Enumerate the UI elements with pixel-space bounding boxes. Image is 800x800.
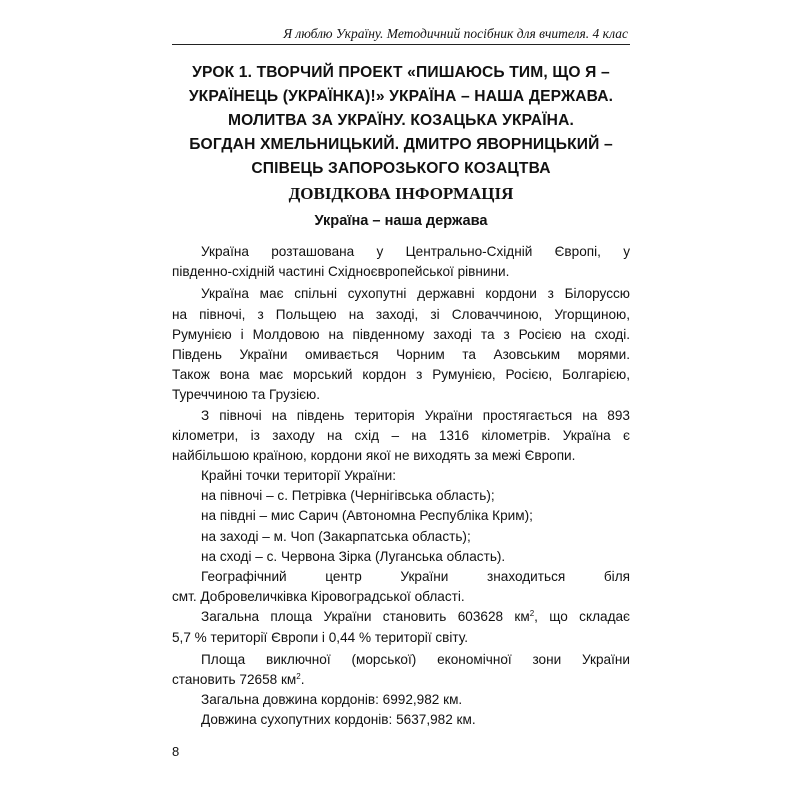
paragraph-line: [172, 670, 630, 690]
paragraph-line: Загальна довжина кордонів: 6992,982 км.: [201, 692, 463, 708]
zone-text: становить 72658 км: [172, 671, 297, 687]
paragraph-line: [172, 607, 630, 627]
lesson-title-line: УРОК 1. ТВОРЧИЙ ПРОЕКТ «ПИШАЮСЬ ТИМ, ЩО Я –: [192, 64, 610, 81]
list-item: на півдні – мис Сарич (Автономна Республіка Крим);: [201, 508, 533, 524]
document-page: [172, 26, 630, 774]
paragraph-line: кілометри, із заходу на схід – на 1316 кілометрів. Україна є: [172, 427, 630, 443]
lesson-title: [172, 61, 630, 181]
section-heading: ДОВІДКОВА ІНФОРМАЦІЯ: [288, 184, 514, 203]
body-text: [172, 242, 630, 731]
paragraph-line: З півночі на південь територія України простягається на 893: [201, 407, 630, 423]
superscript: 2: [529, 609, 535, 619]
list-item: на сході – с. Червона Зірка (Луганська область).: [201, 548, 506, 564]
running-header: Я люблю Україну. Методичний посібник для вчителя. 4 клас: [283, 26, 628, 41]
paragraph-line: Україна розташована у Центрально-Східній Європі, у: [201, 244, 630, 259]
paragraph-line: на півночі, з Польщею на заході, зі Словаччиною, Угорщиною,: [172, 306, 630, 322]
zone-text-end: .: [300, 671, 305, 687]
paragraph-line: Географічний центр України знаходиться біля: [201, 569, 630, 584]
area-text: Загальна площа України становить 603628 км: [201, 609, 530, 625]
list-item: на заході – м. Чоп (Закарпатська область);: [201, 528, 471, 544]
paragraph-line: Крайні точки території України:: [201, 468, 396, 484]
paragraph-line: Також вона має морський кордон з Румунією, Росією, Болгарією,: [172, 367, 630, 383]
paragraph-line: смт. Добровеличківка Кіровоградської області.: [172, 589, 465, 605]
lesson-title-line: БОГДАН ХМЕЛЬНИЦЬКИЙ. ДМИТРО ЯВОРНИЦЬКИЙ –: [189, 136, 613, 153]
paragraph-line: Туреччиною та Грузією.: [172, 387, 321, 403]
list-item: на півночі – с. Петрівка (Чернігівська область);: [201, 488, 495, 504]
page-number: 8: [172, 744, 180, 759]
area-text-cont: , що складає: [534, 609, 630, 625]
paragraph-line: Площа виключної (морської) економічної зони України: [201, 651, 630, 667]
paragraph-line: 5,7 % території Європи і 0,44 % території світу.: [172, 629, 469, 645]
lesson-title-line: УКРАЇНЕЦЬ (УКРАЇНКА)!» УКРАЇНА – НАША ДЕРЖАВА.: [188, 88, 614, 105]
paragraph-line: найбільшою країною, кордони якої не виходять за межі Європи.: [172, 447, 576, 463]
paragraph-line: Румунією і Молдовою на південному заході та з Росією на сході.: [172, 326, 630, 342]
superscript: 2: [296, 671, 301, 681]
paragraph-line: південно-східній частині Східноєвропейської рівнини.: [172, 264, 510, 280]
lesson-title-line: МОЛИТВА ЗА УКРАЇНУ. КОЗАЦЬКА УКРАЇНА.: [228, 112, 574, 129]
subheading: Україна – наша держава: [314, 213, 488, 229]
paragraph-line: Україна має спільні сухопутні державні кордони з Білоруссю: [201, 286, 630, 302]
paragraph-line: Південь України омивається Чорним та Азовським морями.: [172, 346, 630, 362]
lesson-title-line: СПІВЕЦЬ ЗАПОРОЗЬКОГО КОЗАЦТВА: [251, 160, 551, 177]
paragraph-line: Довжина сухопутних кордонів: 5637,982 км.: [201, 712, 476, 728]
header-rule: [172, 44, 630, 45]
